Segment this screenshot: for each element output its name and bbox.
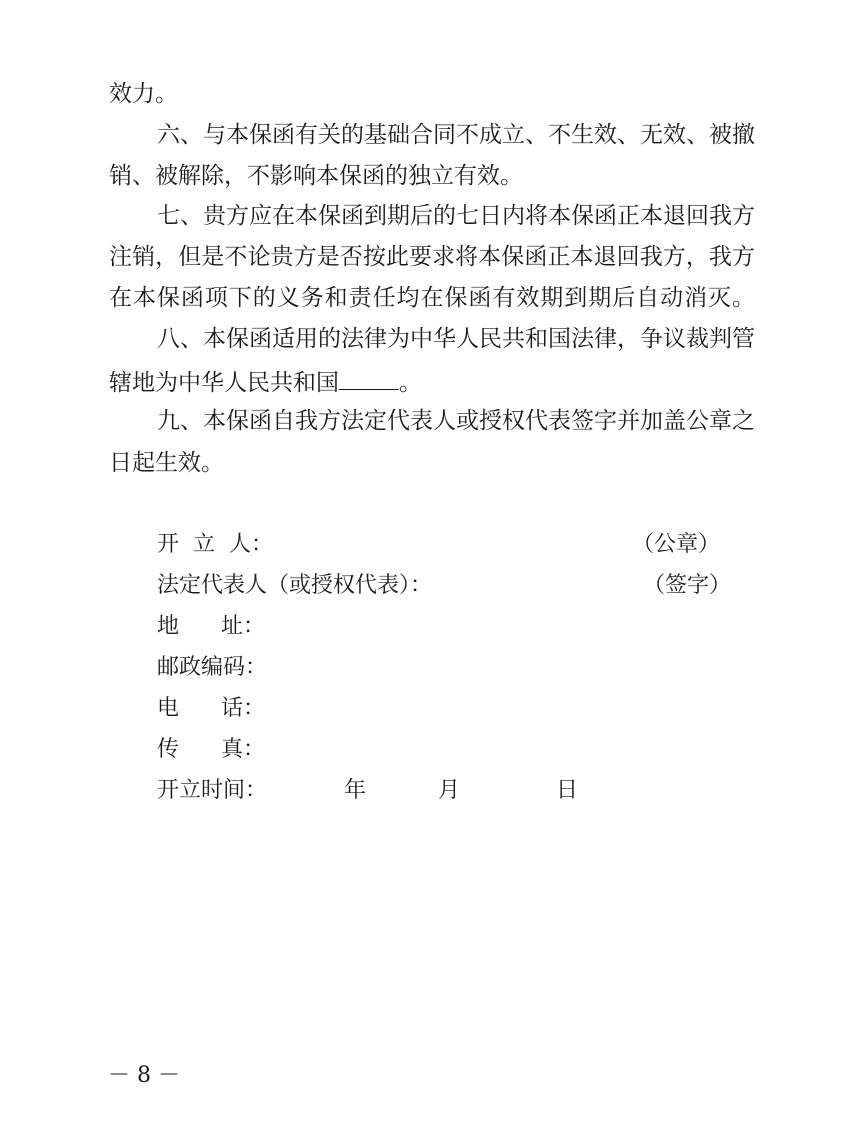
seal-note: （公章）: [632, 532, 721, 557]
paragraph-line: 八、本保函适用的法律为中华人民共和国法律，争议裁判管: [157, 326, 755, 352]
issuer-label: 开 立 人：: [157, 532, 273, 557]
issue-date-label: 开立时间：: [157, 778, 268, 803]
postcode-label: 邮政编码：: [157, 655, 268, 680]
paragraph-line: 注销，但是不论贵方是否按此要求将本保函正本退回我方，我方: [109, 244, 755, 270]
paragraph-line: 效力。: [109, 81, 178, 107]
day-label: 日: [556, 778, 579, 803]
fill-in-blank: [339, 365, 399, 390]
year-label: 年: [344, 778, 367, 803]
fax-label: 传 真：: [157, 737, 265, 762]
paragraph-text: 辖地为中华人民共和国: [109, 370, 339, 396]
signature-note: （签字）: [643, 573, 732, 598]
paragraph-line: 九、本保函自我方法定代表人或授权代表签字并加盖公章之: [157, 408, 755, 434]
paragraph-text: 。: [399, 370, 422, 396]
paragraph-line: 六、与本保函有关的基础合同不成立、不生效、无效、被撤: [157, 122, 755, 148]
phone-label: 电 话：: [157, 696, 265, 721]
representative-label: 法定代表人（或授权代表）：: [157, 573, 433, 598]
paragraph-line: [109, 365, 422, 398]
address-label: 地 址：: [157, 614, 265, 639]
paragraph-line: 销、被解除，不影响本保函的独立有效。: [109, 163, 523, 189]
page-number: － 8 －: [108, 1063, 180, 1088]
paragraph-line: 七、贵方应在本保函到期后的七日内将本保函正本退回我方: [157, 203, 755, 229]
paragraph-line: 在本保函项下的义务和责任均在保函有效期到期后自动消灭。: [109, 285, 755, 311]
month-label: 月: [438, 778, 461, 803]
paragraph-line: 日起生效。: [109, 450, 224, 476]
